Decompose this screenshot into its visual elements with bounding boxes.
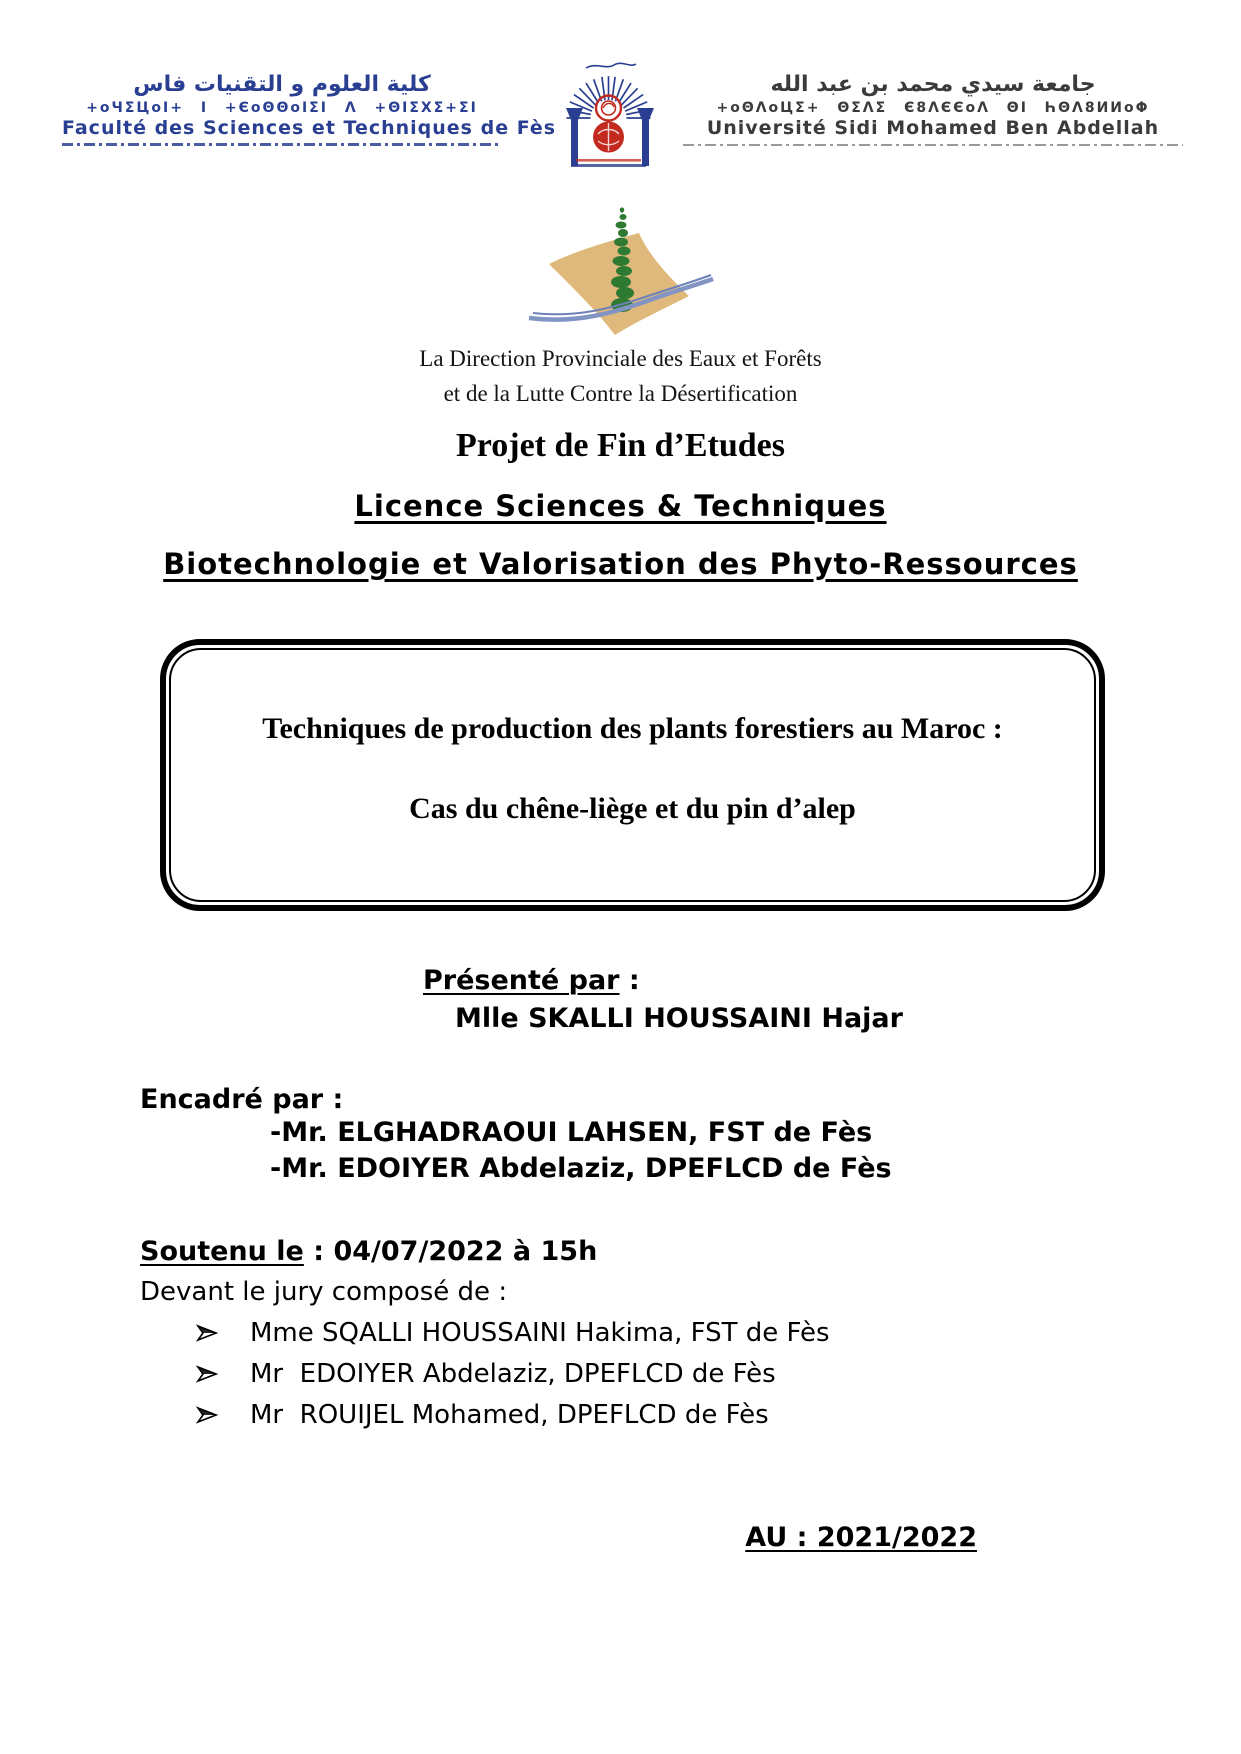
presented-by-label <box>423 965 1241 996</box>
jury-member-2: Mr EDOIYER Abdelaziz, DPEFLCD de Fès <box>250 1358 776 1389</box>
direction-caption-line2: et de la Lutte Contre la Désertification <box>443 380 798 406</box>
student-name: Mlle SKALLI HOUSSAINI Hajar <box>455 1003 903 1034</box>
faculty-name-arabic: كلية العلوم و التقنيات فاس <box>133 72 431 97</box>
presented-by-colon: : <box>619 965 640 996</box>
jury-list <box>196 1318 1241 1430</box>
defense-date-line <box>140 1236 1241 1267</box>
arrowhead-bullet-icon <box>196 1324 218 1342</box>
university-name-french: Université Sidi Mohamed Ben Abdellah <box>706 117 1160 140</box>
defense-date-value: : 04/07/2022 à 15h <box>303 1235 598 1267</box>
supervised-by-label: Encadré par : <box>140 1084 344 1115</box>
eaux-et-forets-logo <box>515 204 727 342</box>
subject-box <box>160 639 1105 911</box>
university-emblem-icon <box>556 58 664 174</box>
subject-line2: Cas du chêne-liège et du pin d’alep <box>409 792 856 825</box>
jury-row <box>196 1318 1241 1348</box>
specialty-title: Biotechnologie et Valorisation des Phyto-Ressources <box>163 547 1078 581</box>
university-emblem-logo <box>556 58 664 178</box>
university-header-block <box>683 72 1183 146</box>
direction-caption-line1: La Direction Provinciale des Eaux et Forêts <box>419 346 822 371</box>
jury-intro: Devant le jury composé de : <box>140 1276 508 1307</box>
faculty-name-tifinagh: +oЧΣЦoI+ I +ЄoΘΘoIΣI Λ +ΘIΣXΣ+ΣI <box>86 100 478 117</box>
document-title: Projet de Fin d’Etudes <box>456 427 785 464</box>
faculty-header-block <box>62 72 557 146</box>
academic-year-text: AU : 2021/2022 <box>745 1521 977 1553</box>
university-divider-line <box>683 144 1183 146</box>
jury-member-1: Mme SQALLI HOUSSAINI Hakima, FST de Fès <box>250 1317 830 1348</box>
faculty-name-french: Faculté des Sciences et Techniques de Fès <box>62 117 557 140</box>
jury-row <box>196 1359 1241 1389</box>
arrowhead-bullet-icon <box>196 1406 218 1424</box>
jury-row <box>196 1400 1241 1430</box>
faculty-divider-line <box>62 143 502 146</box>
arrowhead-bullet-icon <box>196 1365 218 1383</box>
presented-by-label-text: Présenté par <box>423 965 620 996</box>
subject-box-inner <box>169 648 1096 902</box>
supervisor-1: -Mr. ELGHADRAOUI LAHSEN, FST de Fès <box>270 1117 873 1148</box>
university-name-arabic: جامعة سيدي محمد بن عبد الله <box>770 72 1096 97</box>
jury-member-3: Mr ROUIJEL Mohamed, DPEFLCD de Fès <box>250 1399 769 1430</box>
direction-caption <box>0 342 1241 411</box>
defense-date-label: Soutenu le <box>140 1235 304 1267</box>
supervisor-2: -Mr. EDOIYER Abdelaziz, DPEFLCD de Fès <box>270 1153 892 1185</box>
institution-header <box>0 0 1241 178</box>
academic-year <box>0 1522 1241 1553</box>
degree-title: Licence Sciences & Techniques <box>354 489 887 523</box>
university-name-tifinagh: +oΘΛoЦΣ+ ΘΣΛΣ Є8ΛЄЄoΛ ΘI ҺΘΛ8ИИoΦ <box>716 100 1150 117</box>
subject-line1: Techniques de production des plants forestiers au Maroc : <box>262 712 1003 745</box>
